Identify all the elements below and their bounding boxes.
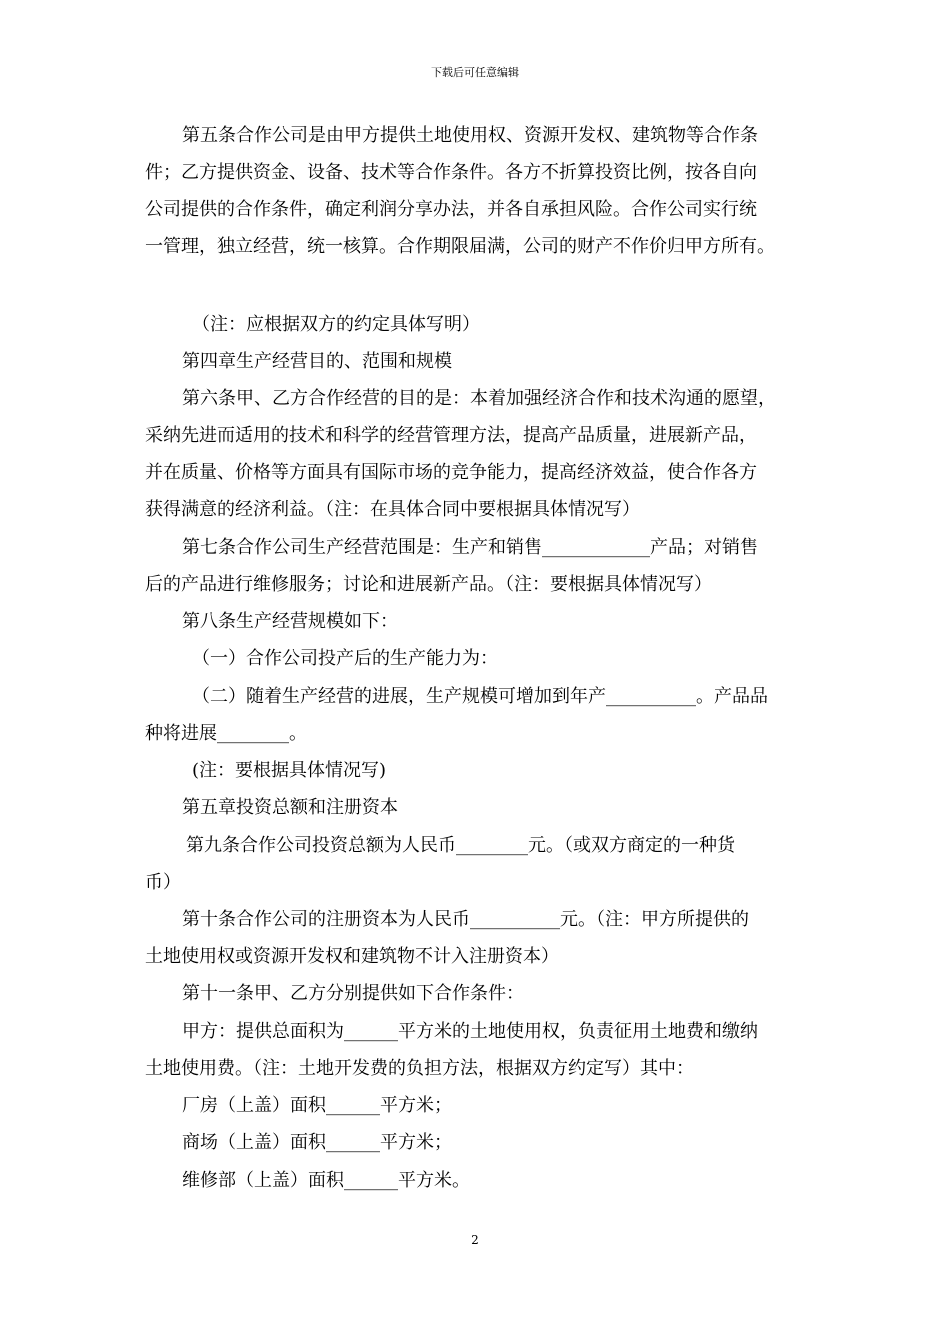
- list-item: 厂房（上盖）面积______平方米；: [182, 1095, 452, 1116]
- note-line: (注：要根据具体情况写): [192, 760, 387, 781]
- paragraph-line: 公司提供的合作条件，确定利润分享办法，并各自承担风险。合作公司实行统: [145, 199, 757, 220]
- note-line: （注：应根据双方的约定具体写明）: [192, 314, 480, 335]
- paragraph-line: 第五条合作公司是由甲方提供土地使用权、资源开发权、建筑物等合作条: [182, 125, 758, 146]
- paragraph-line: 第六条甲、乙方合作经营的目的是：本着加强经济合作和技术沟通的愿望，: [182, 388, 776, 409]
- list-item: 商场（上盖）面积______平方米；: [182, 1132, 452, 1153]
- paragraph-line: 获得满意的经济利益。（注：在具体合同中要根据具体情况写）: [145, 499, 640, 520]
- chapter-heading: 第五章投资总额和注册资本: [182, 797, 398, 818]
- list-item: （二）随着生产经营的进展，生产规模可增加到年产__________。产品品: [192, 686, 768, 707]
- paragraph-line: 甲方：提供总面积为______平方米的土地使用权，负责征用土地费和缴纳: [182, 1021, 758, 1042]
- paragraph-line: 土地使用费。（注：土地开发费的负担方法，根据双方约定写）其中：: [145, 1058, 694, 1079]
- page-header: 下载后可任意编辑: [431, 66, 519, 79]
- paragraph-line: 并在质量、价格等方面具有国际市场的竞争能力，提高经济效益，使合作各方: [145, 462, 757, 483]
- paragraph-line: 采纳先进而适用的技术和科学的经营管理方法，提高产品质量，进展新产品，: [145, 425, 757, 446]
- list-item: （一）合作公司投产后的生产能力为：: [192, 648, 498, 669]
- paragraph-line: 币）: [145, 872, 181, 893]
- paragraph-line: 后的产品进行维修服务；讨论和进展新产品。（注：要根据具体情况写）: [145, 574, 712, 595]
- paragraph-line: 件；乙方提供资金、设备、技术等合作条件。各方不折算投资比例，按各自向: [145, 162, 757, 183]
- paragraph-line: 第七条合作公司生产经营范围是：生产和销售____________产品；对销售: [182, 537, 758, 558]
- paragraph-line: 第八条生产经营规模如下：: [182, 611, 398, 632]
- paragraph-line: 第十一条甲、乙方分别提供如下合作条件：: [182, 983, 524, 1004]
- paragraph-line: 种将进展________。: [145, 723, 307, 744]
- paragraph-line: 第十条合作公司的注册资本为人民币__________元。（注：甲方所提供的: [182, 909, 749, 930]
- chapter-heading: 第四章生产经营目的、范围和规模: [182, 351, 452, 372]
- page-number: 2: [471, 1233, 479, 1247]
- paragraph-line: 土地使用权或资源开发权和建筑物不计入注册资本）: [145, 946, 559, 967]
- paragraph-line: 一管理，独立经营，统一核算。合作期限届满，公司的财产不作价归甲方所有。: [145, 236, 775, 257]
- paragraph-line: 第九条合作公司投资总额为人民币________元。（或双方商定的一种货: [186, 835, 735, 856]
- list-item: 维修部（上盖）面积______平方米。: [182, 1170, 470, 1191]
